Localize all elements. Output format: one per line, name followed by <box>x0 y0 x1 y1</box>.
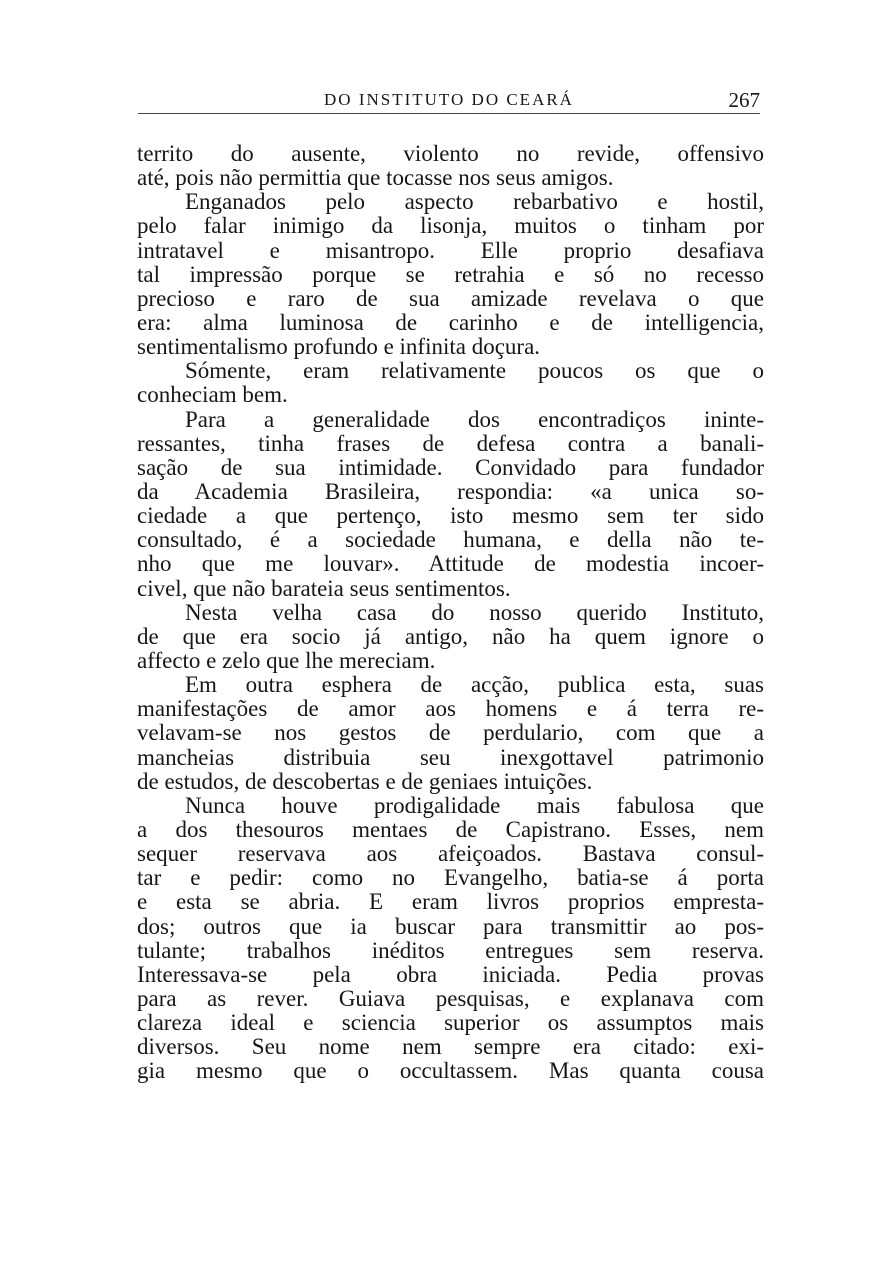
text-line: Sómente, eram relativamente poucos os que o <box>185 358 764 384</box>
text-line: Para a generalidade dos encontradiços ininte- <box>185 406 764 432</box>
text-line: Em outra esphera de acção, publica esta, suas <box>185 672 764 698</box>
text-line: gia mesmo que o occultassem. Mas quanta cousa <box>137 1058 764 1084</box>
header-rule <box>138 113 760 114</box>
text-line: intratavel e misantropo. Elle proprio desafiava <box>137 237 764 263</box>
running-title <box>138 88 760 112</box>
text-line: nho que me louvar». Attitude de modestia incoer- <box>137 551 764 577</box>
text-line: territo do ausente, violento no revide, offensivo <box>137 141 764 166</box>
running-title-text: DO INSTITUTO DO CEARÁ <box>316 90 582 109</box>
text-line: de estudos, de descobertas e de geniaes intuições. <box>137 768 593 794</box>
text-line: mancheias distribuia seu inexgottavel patrimonio <box>137 744 764 770</box>
text-line: para as rever. Guiava pesquisas, e explanava com <box>137 985 764 1011</box>
text-line: a dos thesouros mentaes de Capistrano. Esses, nem <box>137 816 764 842</box>
text-line: dos; outros que ia buscar para transmittir ao pos- <box>137 913 764 939</box>
text-line: Interessava-se pela obra iniciada. Pedia provas <box>137 961 764 987</box>
text-line: tar e pedir: como no Evangelho, batia-se á porta <box>137 865 764 891</box>
text-line: Enganados pelo aspecto rebarbativo e hostil, <box>185 189 764 215</box>
text-line: ressantes, tinha frases de defesa contra a banali- <box>137 430 764 456</box>
text-line: sequer reservava aos afeiçoados. Bastava consul- <box>137 841 764 867</box>
text-line: conheciam bem. <box>137 382 288 408</box>
text-line: ciedade a que pertenço, isto mesmo sem ter sido <box>137 503 764 529</box>
text-line: diversos. Seu nome nem sempre era citado: exi- <box>137 1034 764 1060</box>
text-line: sentimentalismo profundo e infinita doçura. <box>137 334 541 360</box>
text-line: sação de sua intimidade. Convidado para fundador <box>137 454 764 480</box>
running-header <box>138 88 760 116</box>
text-line: clareza ideal e sciencia superior os assumptos mais <box>137 1010 764 1036</box>
text-line: de que era socio já antigo, não ha quem ignore o <box>137 623 764 649</box>
text-line: precioso e raro de sua amizade revelava o que <box>137 285 764 311</box>
page-number: 267 <box>723 88 761 112</box>
text-line: da Academia Brasileira, respondia: «a unica so- <box>137 478 764 504</box>
text-line: consultado, é a sociedade humana, e della não te- <box>137 527 764 553</box>
text-line: era: alma luminosa de carinho e de intelligencia, <box>137 309 764 335</box>
text-line: tulante; trabalhos inéditos entregues sem reserva. <box>137 937 764 963</box>
text-line: pelo falar inimigo da lisonja, muitos o tinham por <box>137 213 764 239</box>
text-line: até, pois não permittia que tocasse nos seus amigos. <box>137 165 614 191</box>
body-text <box>137 142 764 1083</box>
text-line: e esta se abria. E eram livros proprios empresta- <box>137 889 764 915</box>
text-line: affecto e zelo que lhe mereciam. <box>137 647 436 673</box>
text-line: tal impressão porque se retrahia e só no recesso <box>137 261 764 287</box>
text-line: Nesta velha casa do nosso querido Instituto, <box>185 599 764 625</box>
text-line: Nunca houve prodigalidade mais fabulosa que <box>185 792 764 818</box>
text-line: velavam-se nos gestos de perdulario, com que a <box>137 720 764 746</box>
text-line: manifestações de amor aos homens e á terra re- <box>137 696 764 722</box>
text-line: civel, que não barateia seus sentimentos. <box>137 575 511 601</box>
